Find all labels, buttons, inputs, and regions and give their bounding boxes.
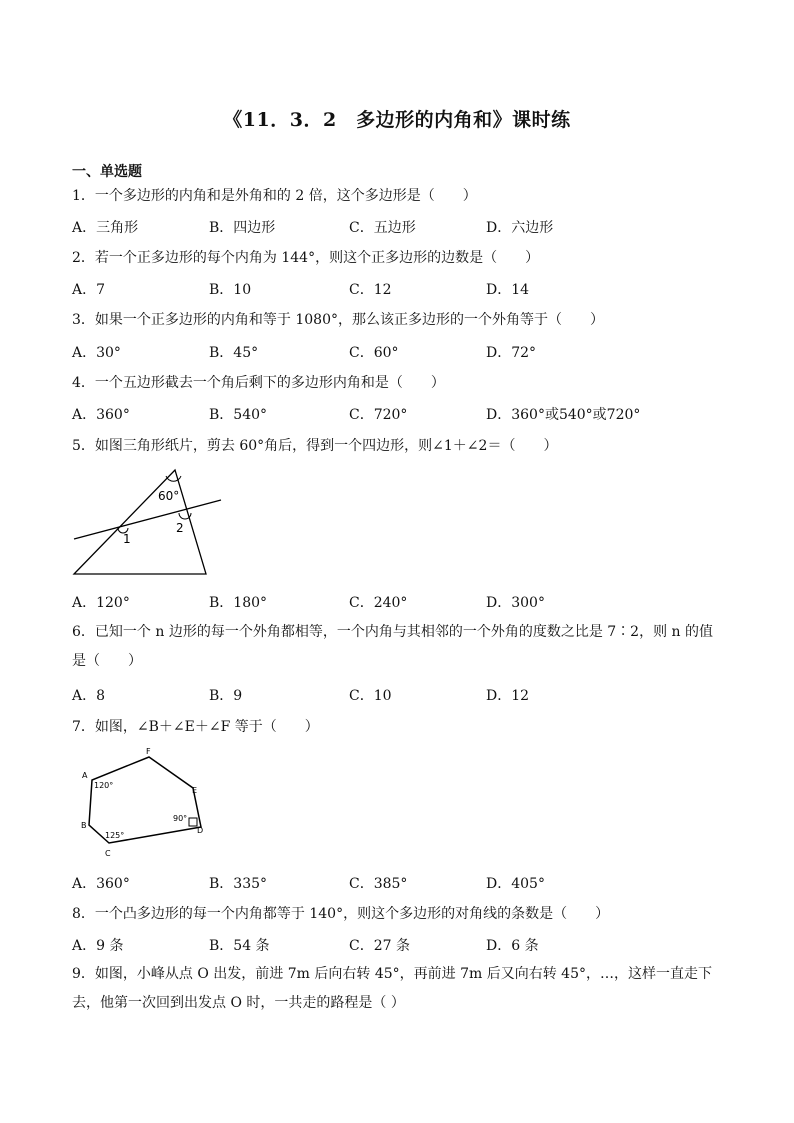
option-d[interactable]: D．六边形 [486, 220, 554, 236]
question-5: 5．如图三角形纸片，剪去 60°角后，得到一个四边形，则∠1＋∠2＝（ ） [72, 438, 558, 454]
section-heading: 一、单选题 [72, 164, 142, 180]
question-6: 6．已知一个 n 边形的每一个外角都相等，一个内角与其相邻的一个外角的度数之比是 7∶2，则 n 的值是（ ） [72, 624, 714, 669]
question-4-options [72, 404, 722, 424]
vertex-a-label: A [82, 771, 88, 780]
option-a[interactable]: A．三角形 [72, 220, 139, 236]
angle-60-label: 60° [158, 489, 180, 503]
angle-d-label: 90° [173, 814, 188, 823]
option-c[interactable]: C．五边形 [349, 220, 416, 236]
option-d[interactable]: D．12 [486, 688, 530, 704]
option-a[interactable]: A．7 [72, 282, 106, 298]
figure-7-polygon [78, 745, 210, 863]
option-b[interactable]: B．54 条 [209, 938, 270, 954]
option-a[interactable]: A．30° [72, 345, 121, 361]
option-d[interactable]: D．300° [486, 595, 545, 611]
option-b[interactable]: B．335° [209, 876, 268, 892]
option-c[interactable]: C．385° [349, 876, 408, 892]
vertex-d-label: D [197, 826, 204, 835]
option-c[interactable]: C．60° [349, 345, 399, 361]
question-3: 3．如果一个正多边形的内角和等于 1080°，那么该正多边形的一个外角等于（ ） [72, 312, 604, 328]
angle-1-label: 1 [123, 532, 131, 546]
option-d[interactable]: D．72° [486, 345, 537, 361]
option-a[interactable]: A．360° [72, 407, 130, 423]
option-c[interactable]: C．27 条 [349, 938, 410, 954]
option-b[interactable]: B．180° [209, 595, 268, 611]
option-d[interactable]: D．360°或540°或720° [486, 407, 641, 423]
angle-a-label: 120° [94, 781, 114, 790]
option-c[interactable]: C．12 [349, 282, 392, 298]
question-3-options [72, 342, 722, 362]
option-a[interactable]: A．8 [72, 688, 106, 704]
option-a[interactable]: A．120° [72, 595, 130, 611]
angle-c-label: 125° [105, 831, 125, 840]
vertex-c-label: C [105, 849, 111, 858]
page-title: 《11．3．2 多边形的内角和》课时练 [223, 109, 571, 131]
question-7-options [72, 873, 722, 893]
question-4: 4．一个五边形截去一个角后剩下的多边形内角和是（ ） [72, 375, 445, 391]
question-1: 1．一个多边形的内角和是外角和的 2 倍，这个多边形是（ ） [72, 188, 477, 204]
question-8-options [72, 935, 722, 955]
option-d[interactable]: D．14 [486, 282, 530, 298]
option-b[interactable]: B．10 [209, 282, 252, 298]
vertex-b-label: B [81, 821, 87, 830]
right-angle-mark [189, 818, 197, 826]
option-b[interactable]: B．540° [209, 407, 268, 423]
question-8: 8．一个凸多边形的每一个内角都等于 140°，则这个多边形的对角线的条数是（ ） [72, 906, 610, 922]
question-5-options [72, 592, 722, 612]
question-2-options [72, 279, 722, 299]
option-b[interactable]: B．45° [209, 345, 259, 361]
question-9: 9．如图，小峰从点 O 出发，前进 7m 后向右转 45°，再前进 7m 后又向右转 45°，…，这样一直走下去，他第一次回到出发点 O 时，一共走的路程是（ ） [72, 966, 712, 1011]
option-d[interactable]: D．405° [486, 876, 545, 892]
option-c[interactable]: C．10 [349, 688, 392, 704]
vertex-f-label: F [146, 747, 151, 756]
option-b[interactable]: B．9 [209, 688, 243, 704]
question-1-options [72, 217, 722, 237]
cut-line [74, 500, 221, 539]
question-2: 2．若一个正多边形的每个内角为 144°，则这个正多边形的边数是（ ） [72, 250, 540, 266]
option-c[interactable]: C．720° [349, 407, 408, 423]
question-6-options [72, 685, 722, 705]
option-a[interactable]: A．360° [72, 876, 130, 892]
vertex-e-label: E [192, 786, 198, 795]
option-b[interactable]: B．四边形 [209, 220, 276, 236]
angle-2-label: 2 [176, 521, 184, 535]
option-a[interactable]: A．9 条 [72, 938, 124, 954]
figure-5-triangle [70, 465, 230, 580]
option-d[interactable]: D．6 条 [486, 938, 539, 954]
question-7: 7．如图，∠B＋∠E＋∠F 等于（ ） [72, 719, 319, 735]
option-c[interactable]: C．240° [349, 595, 408, 611]
